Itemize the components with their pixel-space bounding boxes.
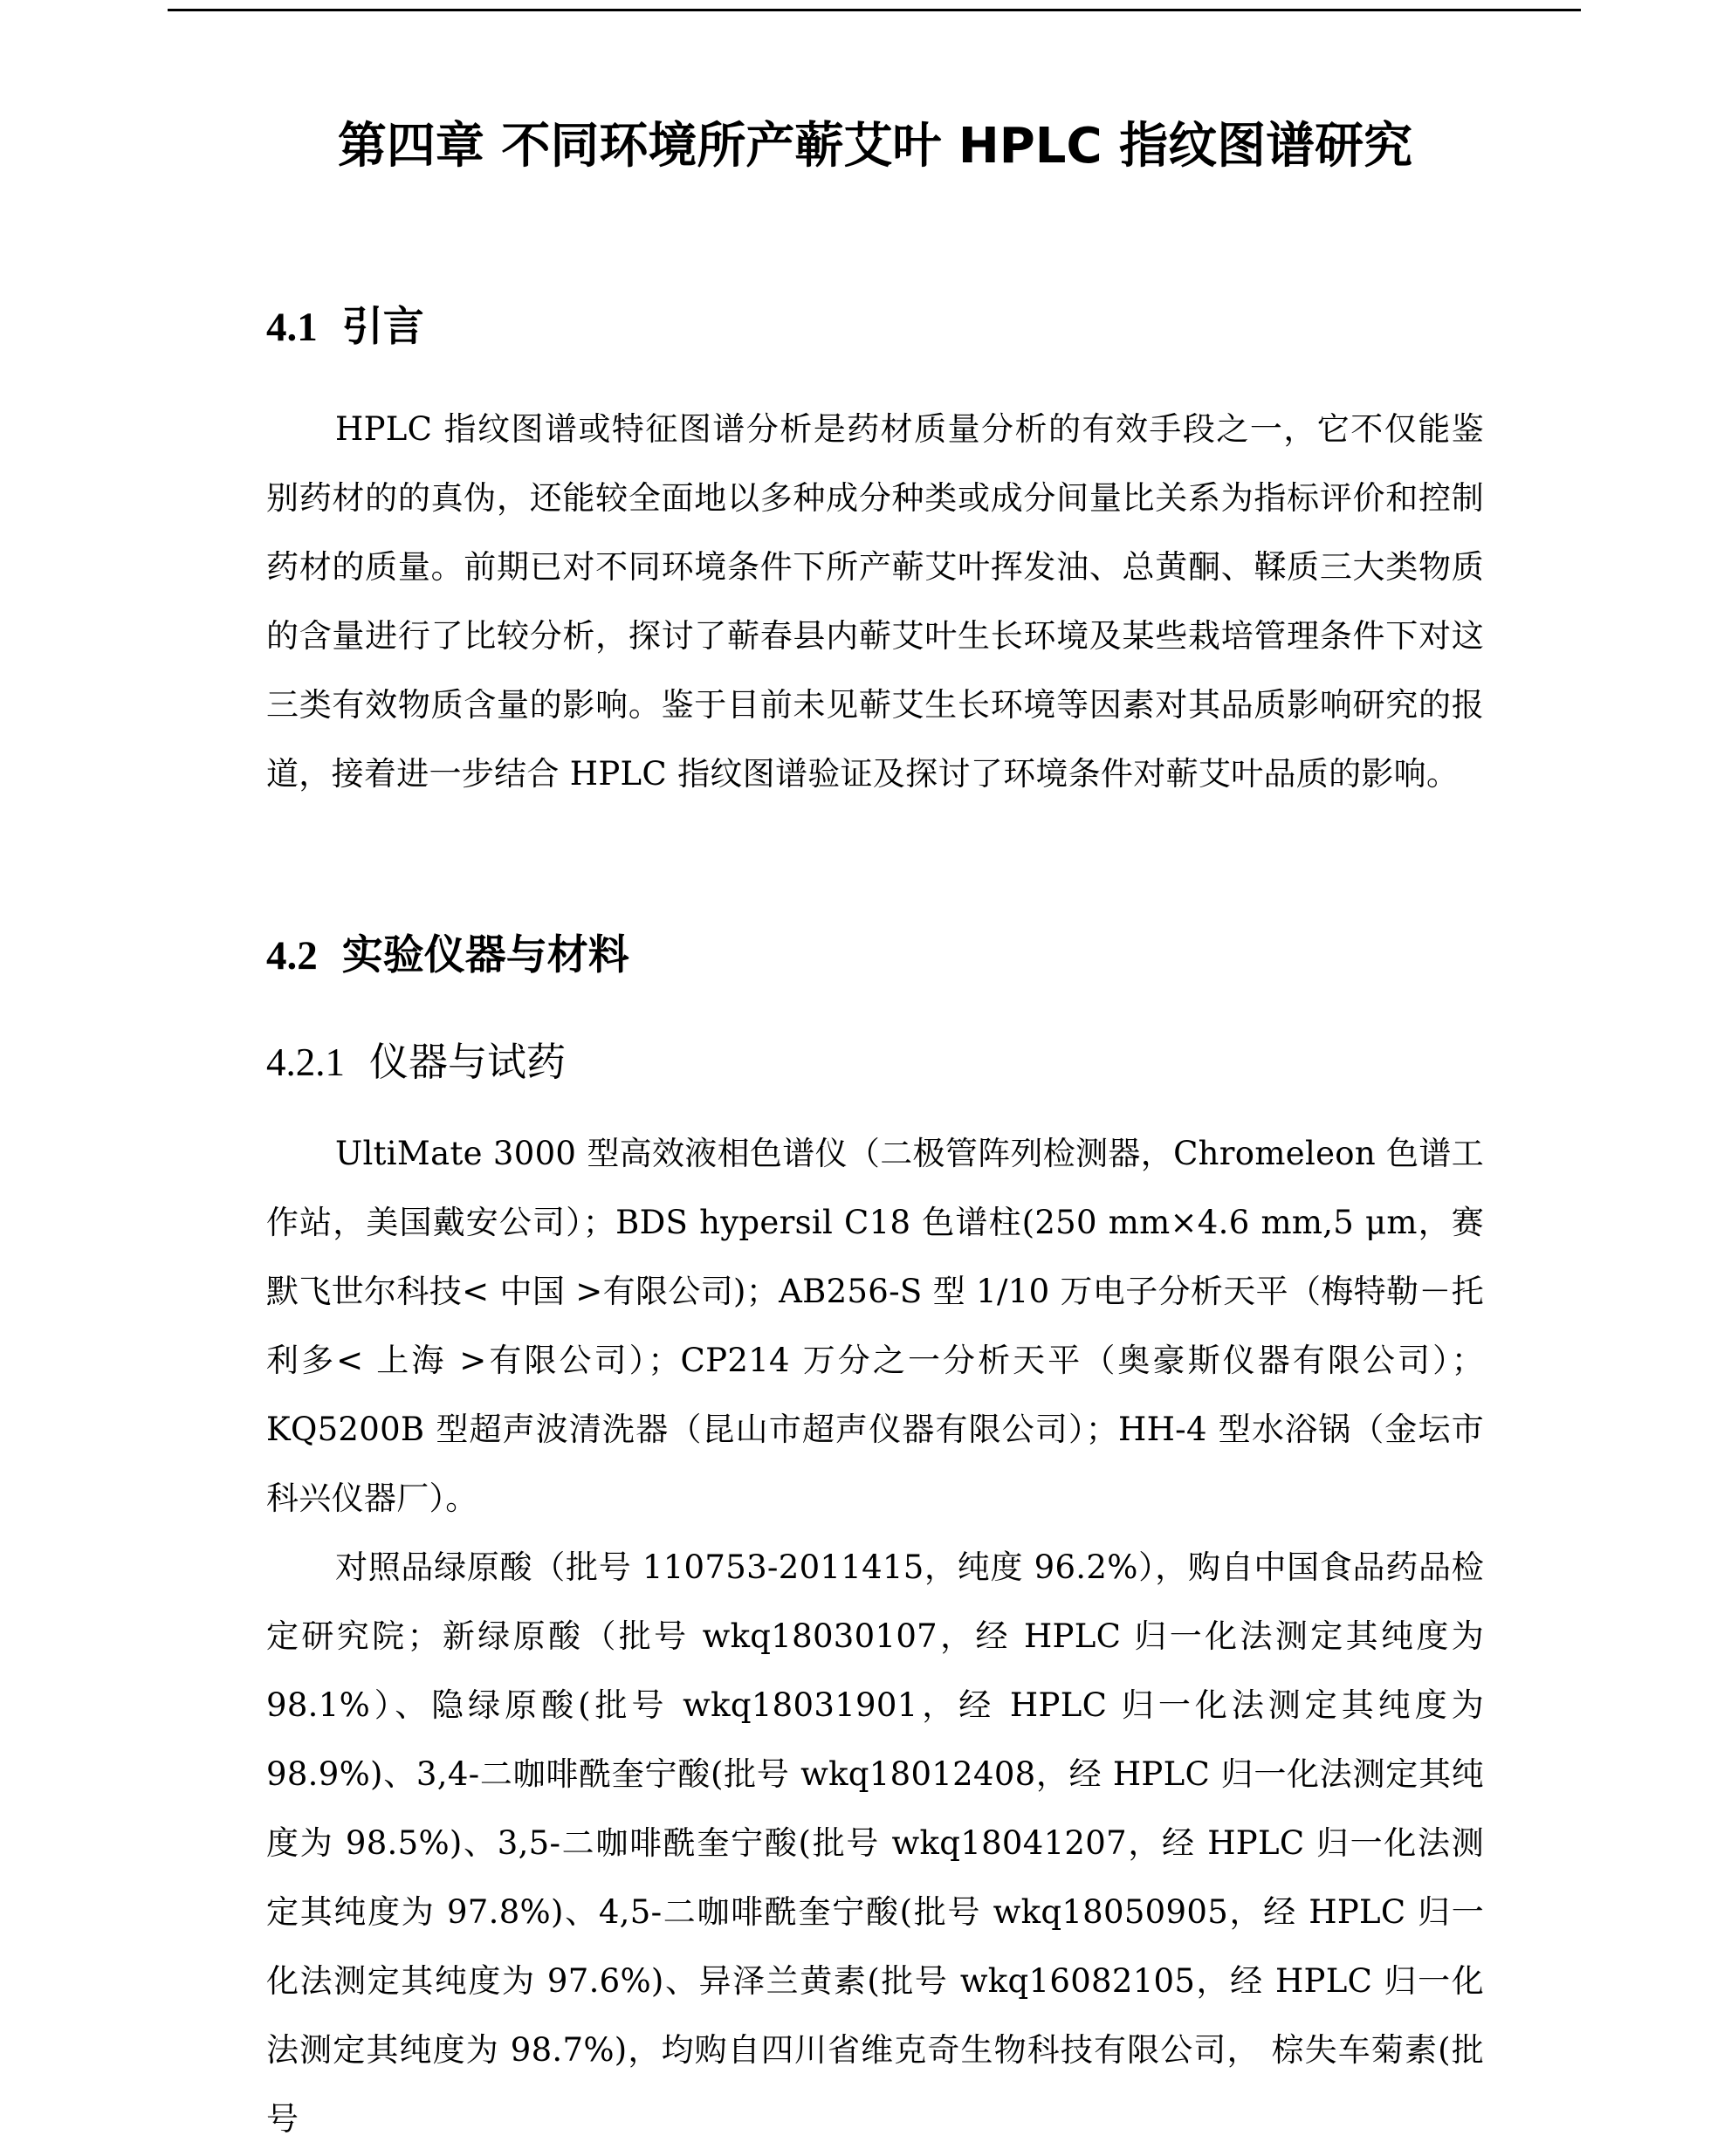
reagents-paragraph: 对照品绿原酸（批号 110753-2011415，纯度 96.2%），购自中国食品药品检定研究院；新绿原酸（批号 wkq18030107，经 HPLC 归一化法测定其纯度为 98.1%）、隐绿原酸(批号 wkq18031901，经 HPLC 归一化法测定其纯度为 98.9%)、3,4-二咖啡酰奎宁酸(批号 wkq18012408，经 HPLC 归一化法测定其纯度为 98.5%)、3,5-二咖啡酰奎宁酸(批号 wkq18041207，经 HPLC 归一化法测定其纯度为 97.8%)、4,5-二咖啡酰奎宁酸(批号 wkq18050905，经 HPLC 归一化法测定其纯度为 97.6%)、异泽兰黄素(批号 wkq16082105，经 HPLC 归一化法测定其纯度为 98.7%)，均购自四川省维克奇生物科技有限公司， 棕失车菊素(批号 bbox=[266, 1548, 1484, 2138]
section-4-1-heading bbox=[266, 297, 424, 358]
section-number: 4.2 bbox=[266, 933, 318, 978]
intro-paragraph: HPLC 指纹图谱或特征图谱分析是药材质量分析的有效手段之一，它不仅能鉴别药材的的真伪，还能较全面地以多种成分种类或成分间量比关系为指标评价和控制药材的质量。前期已对不同环境条件下所产蕲艾叶挥发油、总黄酮、鞣质三大类物质的含量进行了比较分析，探讨了蕲春县内蕲艾叶生长环境及某些栽培管理条件下对这三类有效物质含量的影响。鉴于目前未见蕲艾生长环境等因素对其品质影响研究的报道，接着进一步结合 HPLC 指纹图谱验证及探讨了环境条件对蕲艾叶品质的影响。 bbox=[266, 410, 1484, 793]
section-title: 引言 bbox=[341, 303, 424, 351]
section-number: 4.1 bbox=[266, 305, 318, 350]
instruments-paragraph: UltiMate 3000 型高效液相色谱仪（二极管阵列检测器，Chromeleon 色谱工作站，美国戴安公司）；BDS hypersil C18 色谱柱(250 mm×4.6 mm,5 μm，赛默飞世尔科技< 中国 >有限公司)；AB256-S 型 1/10 万电子分析天平（梅特勒－托利多< 上海 >有限公司）；CP214 万分之一分析天平（奥豪斯仪器有限公司）；KQ5200B 型超声波清洗器（昆山市超声仪器有限公司）；HH-4 型水浴锅（金坛市科兴仪器厂）。 bbox=[266, 1135, 1484, 1517]
section-title: 仪器与试药 bbox=[369, 1039, 567, 1085]
chapter-title: 第四章 不同环境所产蕲艾叶 HPLC 指纹图谱研究 bbox=[337, 118, 1413, 175]
section-4-2-heading bbox=[266, 925, 629, 986]
subsection-4-2-1-heading bbox=[266, 1032, 566, 1093]
header-rule bbox=[168, 9, 1581, 11]
section-number: 4.2.1 bbox=[266, 1040, 345, 1084]
section-title: 实验仪器与材料 bbox=[341, 931, 629, 979]
